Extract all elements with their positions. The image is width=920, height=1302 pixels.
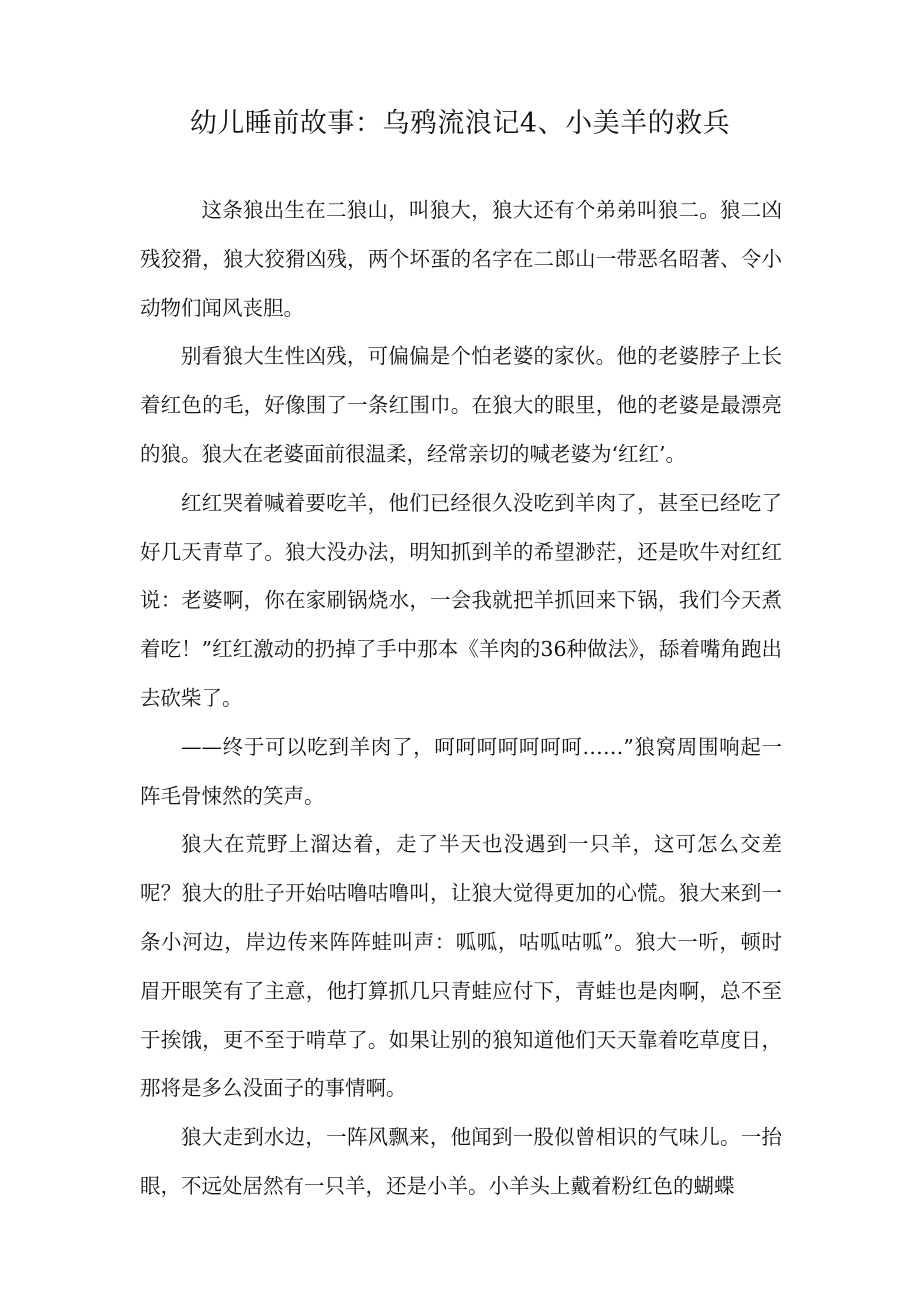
paragraph-1: 这条狼出生在二狼山，叫狼大，狼大还有个弟弟叫狼二。狼二凶残狡猾，狼大狡猾凶残，两个坏蛋的名字在二郎山一带恶名昭著、令小动物们闻风丧胆。 — [140, 198, 782, 320]
document-body — [140, 186, 782, 1211]
document-title: 幼儿睡前故事：乌鸦流浪记4、小美羊的救兵 — [189, 108, 731, 139]
paragraph-3: 红红哭着喊着要吃羊，他们已经很久没吃到羊肉了，甚至已经吃了好几天青草了。狼大没办法，明知抓到羊的希望渺茫，还是吹牛对红红说：老婆啊，你在家刷锅烧水，一会我就把羊抓回来下锅，我们今天煮着吃！”红红激动的扔掉了手中那本《羊肉的36种做法》，舔着嘴角跑出去砍柴了。 — [140, 490, 782, 710]
paragraph-2: 别看狼大生性凶残，可偏偏是个怕老婆的家伙。他的老婆脖子上长着红色的毛，好像围了一条红围巾。在狼大的眼里，他的老婆是最漂亮的狼。狼大在老婆面前很温柔，经常亲切的喊老婆为‘红红’。 — [140, 344, 782, 466]
paragraph-5: 狼大在荒野上溜达着，走了半天也没遇到一只羊，这可怎么交差呢？狼大的肚子开始咕噜咕噜叫，让狼大觉得更加的心慌。狼大来到一条小河边，岸边传来阵阵蛙叫声：呱呱，咕呱咕呱”。狼大一听，顿时眉开眼笑有了主意，他打算抓几只青蛙应付下，青蛙也是肉啊，总不至于挨饿，更不至于啃草了。如果让别的狼知道他们天天靠着吃草度日，那将是多么没面子的事情啊。 — [140, 832, 782, 1101]
paragraph-6: 狼大走到水边，一阵风飘来，他闻到一股似曾相识的气味儿。一抬眼，不远处居然有一只羊，还是小羊。小羊头上戴着粉红色的蝴蝶 — [140, 1125, 782, 1198]
paragraph-4: ——终于可以吃到羊肉了，呵呵呵呵呵呵呵……”狼窝周围响起一阵毛骨悚然的笑声。 — [140, 734, 782, 808]
